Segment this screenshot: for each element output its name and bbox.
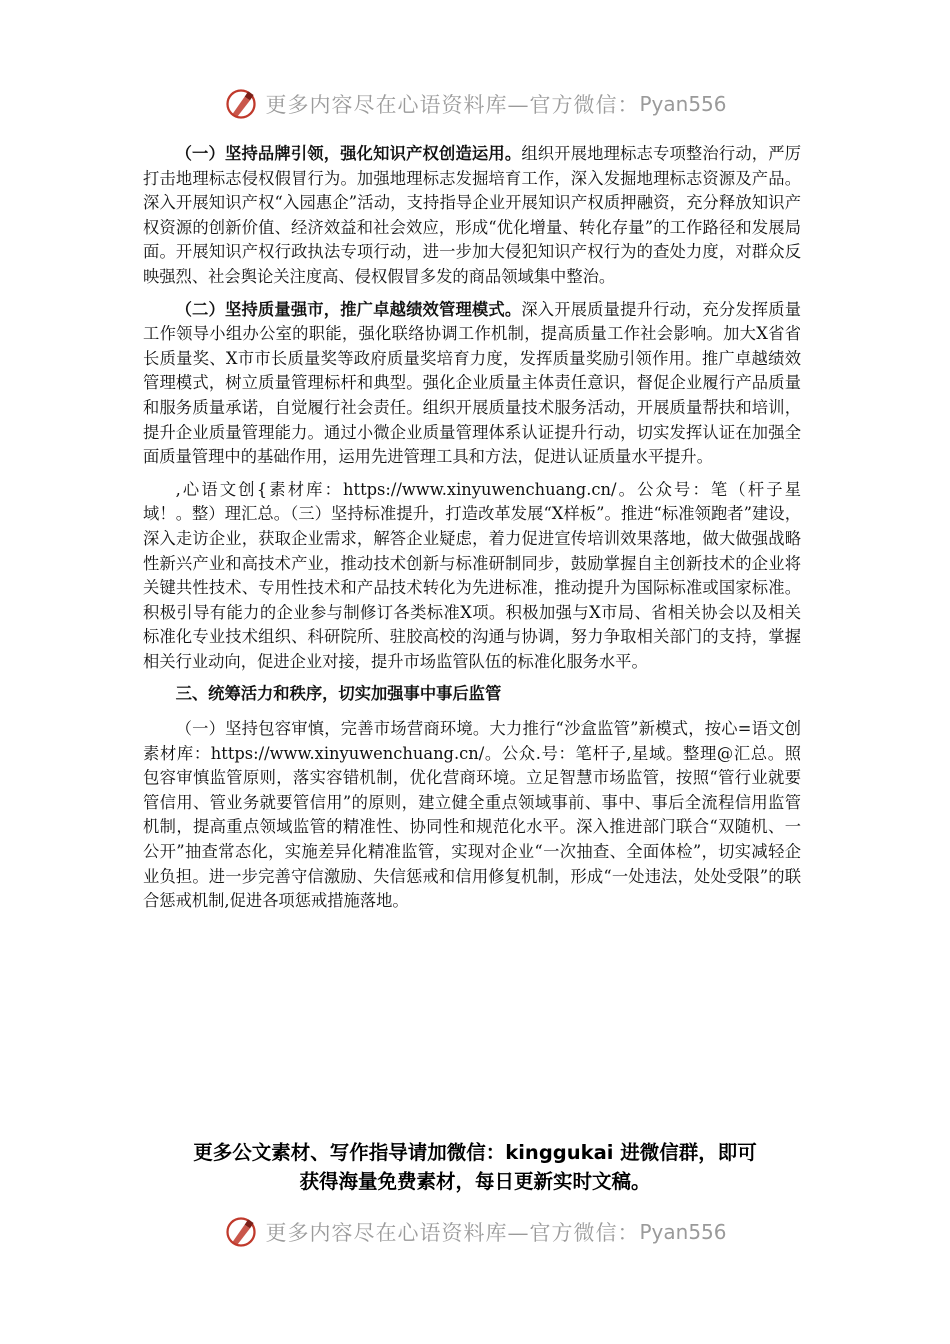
footer-watermark xyxy=(0,1212,950,1252)
watermark-text: 更多内容尽在心语资料库—官方微信： xyxy=(265,1221,640,1245)
paragraph-2-body: 深入开展质量提升行动，充分发挥质量工作领导小组办公室的职能，强化联络协调工作机制，提高质量工作社会影响。加大X省省长质量奖、X市市长质量奖等政府质量奖培育力度，发挥质量奖励引领作用。推广卓越绩效管理模式，树立质量管理标杆和典型。强化企业质量主体责任意识，督促企业履行产品质量和服务质量承诺，自觉履行社会责任。组织开展质量技术服务活动，开展质量帮扶和培训，提升企业质量管理能力。通过小微企业质量管理体系认证提升行动，切实发挥认证在加强全面质量管理中的基础作用，运用先进管理工具和方法，促进认证质量水平提升。 xyxy=(143,299,801,467)
header-watermark xyxy=(0,84,950,124)
paragraph-1-lead: （一）坚持品牌引领，强化知识产权创造运用。 xyxy=(175,144,522,163)
paragraph-3 xyxy=(143,478,801,675)
paragraph-2-lead: （二）坚持质量强市，推广卓越绩效管理模式。 xyxy=(175,299,522,319)
promo-line-1: 更多公文素材、写作指导请加微信：kinggukai 进微信群，即可 xyxy=(193,1141,757,1164)
section-heading: 三、统筹活力和秩序，切实加强事中事后监管 xyxy=(175,684,502,704)
paragraph-1 xyxy=(143,142,801,290)
watermark-wechat-id: Pyan556 xyxy=(639,1220,727,1244)
watermark-wechat-id: Pyan556 xyxy=(639,92,727,116)
document-body xyxy=(143,142,801,922)
promo-line-2: 获得海量免费素材，每日更新实时文稿。 xyxy=(299,1170,651,1193)
pen-nib-logo-icon xyxy=(223,1214,259,1250)
paragraph-1-body: 组织开展地理标志专项整治行动，严厉打击地理标志侵权假冒行为。加强地理标志发掘培育工作，深入发掘地理标志资源及产品。深入开展知识产权“入园惠企”活动，支持指导企业开展知识产权质押融资，充分释放知识产权资源的创新价值、经济效益和社会效应，形成“优化增量、转化存量”的工作路径和发展局面。开展知识产权行政执法专项行动，进一步加大侵犯知识产权行为的查处力度，对群众反映强烈、社会舆论关注度高、侵权假冒多发的商品领域集中整治。 xyxy=(143,144,801,286)
promo-banner xyxy=(120,1138,830,1196)
paragraph-3-body: ,心语文创{素材库：https://www.xinyuwenchuang.cn/。公众号：笔（杆子星域！。整）理汇总。（三）坚持标准提升，打造改革发展“X样板”。推进“标准领跑者”建设，深入走访企业，获取企业需求，解答企业疑虑，着力促进宣传培训效果落地，做大做强战略性新兴产业和高技术产业，推动技术创新与标准研制同步，鼓励掌握自主创新技术的企业将关键共性技术、专用性技术和产品技术转化为先进标准，推动提升为国际标准或国家标准。积极引导有能力的企业参与制修订各类标准X项。积极加强与X市局、省相关协会以及相关标准化专业技术组织、科研院所、驻胶高校的沟通与协调，努力争取相关部门的支持，掌握相关行业动向，促进企业对接，提升市场监管队伍的标准化服务水平。 xyxy=(143,479,801,671)
paragraph-4: （一）坚持包容审慎，完善市场营商环境。大力推行“沙盒监管”新模式，按心=语文创素材库：https://www.xinyuwenchuang.cn/。公众.号：笔杆子,星域。整理@汇总。照包容审慎监管原则，落实容错机制，优化营商环境。立足智慧市场监管，按照“管行业就要管信用、管业务就要管信用”的原则，建立健全重点领域事前、事中、事后全流程信用监管机制，提高重点领域监管的精准性、协同性和规范化水平。深入推进部门联合“双随机、一公开”抽查常态化，实施差异化精准监管，实现对企业“一次抽查、全面体检”，切实减轻企业负担。进一步完善守信激励、失信惩戒和信用修复机制，形成“一处违法，处处受限”的联合惩戒机制,促进各项惩戒措施落地。 xyxy=(143,719,801,911)
paragraph-2 xyxy=(143,298,801,470)
pen-nib-logo-icon xyxy=(223,86,259,122)
watermark-text: 更多内容尽在心语资料库—官方微信： xyxy=(265,93,640,117)
